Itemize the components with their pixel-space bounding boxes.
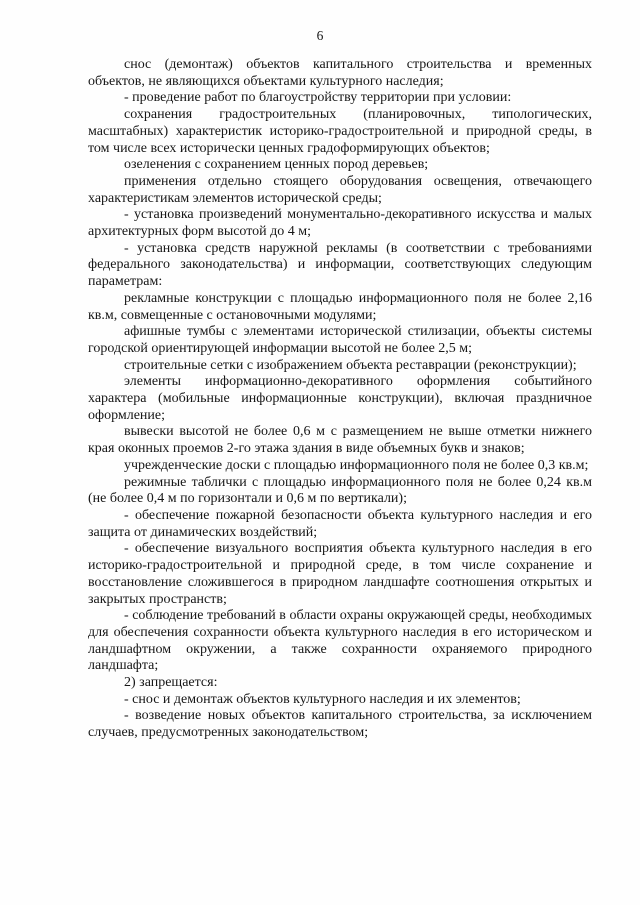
paragraph-ad-structures: рекламные конструкции с площадью информационного поля не более 2,16 кв.м, совмещенные с остановочными модулями; (88, 290, 592, 323)
paragraph-greenery: озеленения с сохранением ценных пород деревьев; (124, 157, 429, 173)
paragraph-signboards: вывески высотой не более 0,6 м с размещением не выше отметки нижнего края оконных проемов 2-го этажа здания в виде объемных букв и знаков; (88, 424, 592, 457)
paragraph-new-construction: - возведение новых объектов капитального строительства, за исключением случаев, предусмотренных законодательством; (88, 708, 592, 741)
paragraph-landscaping-conditions: - проведение работ по благоустройству территории при условии: (124, 90, 512, 106)
paragraph-lighting: применения отдельно стоящего оборудования освещения, отвечающего характеристикам элементов исторической среды; (88, 173, 592, 206)
page-number: 6 (316, 28, 324, 43)
document-body (88, 57, 592, 742)
paragraph-demolition-heritage: - снос и демонтаж объектов культурного наследия и их элементов; (124, 691, 521, 707)
paragraph-poster-columns: афишные тумбы с элементами исторической стилизации, объекты системы городской ориентирующей информации высотой не более 2,5 м; (88, 324, 592, 356)
paragraph-institution-plaques: учрежденческие доски с площадью информационного поля не более 0,3 кв.м; (124, 457, 589, 473)
paragraph-event-decoration: элементы информационно-декоративного оформления событийного характера (мобильные информационные конструкции), включая праздничное оформление; (88, 374, 592, 423)
paragraph-monumental-art: - установка произведений монументально-декоративного искусства и малых архитектурных форм высотой до 4 м; (88, 207, 592, 240)
paragraph-visual-perception: - обеспечение визуального восприятия объекта культурного наследия в его историко-градостроительной и природной среде, в том числе сохранение и восстановление сложившегося в природном ландшафте соотношения открытых и закрытых пространств; (88, 541, 592, 607)
paragraph-prohibited-heading: 2) запрещается: (124, 675, 218, 691)
paragraph-construction-nets: строительные сетки с изображением объекта реставрации (реконструкции); (124, 357, 577, 373)
paragraph-environment-protection: - соблюдение требований в области охраны окружающей среды, необходимых для обеспечения сохранности объекта культурного наследия в его историческом и ландшафтном окружении, а также сохранности охраняемого природного ландшафта; (88, 608, 592, 674)
paragraph-demolition-temporary: снос (демонтаж) объектов капитального строительства и временных объектов, не являющихся объектами культурного наследия; (88, 57, 592, 89)
paragraph-fire-safety: - обеспечение пожарной безопасности объекта культурного наследия и его защита от динамических воздействий; (88, 507, 592, 540)
paragraph-regime-plates: режимные таблички с площадью информационного поля не более 0,24 кв.м (не более 0,4 м по горизонтали и 0,6 м по вертикали); (88, 474, 592, 507)
paragraph-preserve-characteristics: сохранения градостроительных (планировочных, типологических, масштабных) характеристик историко-градостроительной и природной среды, в том числе всех исторически ценных градоформирующих объектов; (88, 107, 592, 156)
paragraph-outdoor-advertising: - установка средств наружной рекламы (в соответствии с требованиями федерального законодательства) и информации, соответствующих следующим параметрам: (88, 240, 592, 290)
